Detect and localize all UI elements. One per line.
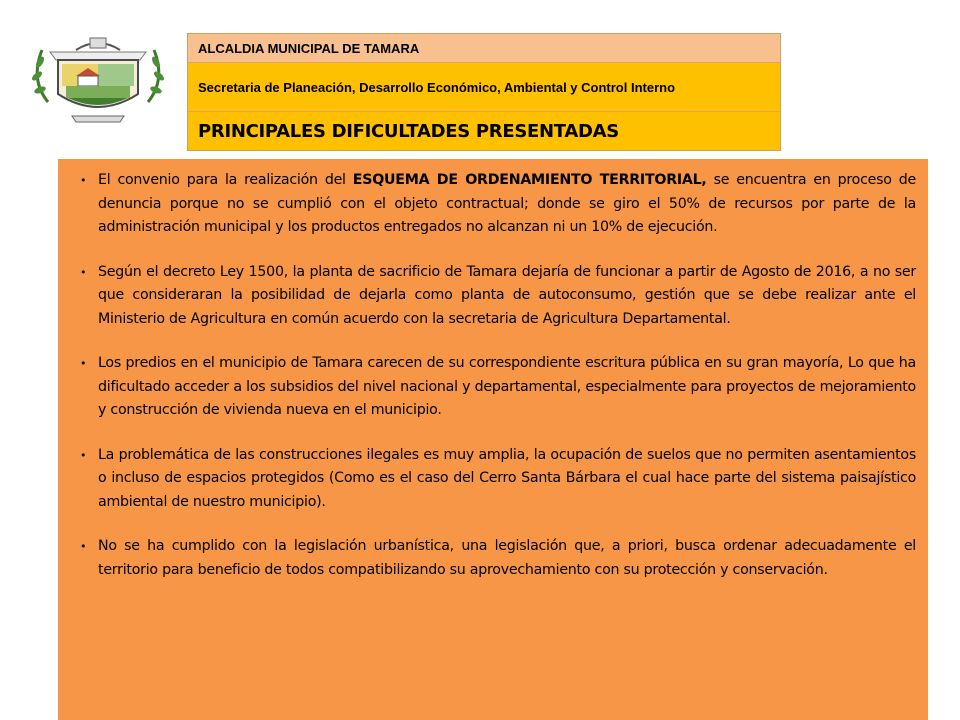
header-table (187, 33, 781, 151)
bullet-icon: • (80, 265, 87, 279)
bullet-icon: • (80, 357, 87, 370)
list-item (80, 535, 916, 582)
item-text-bold: ESQUEMA DE ORDENAMIENTO TERRITORIAL, (352, 172, 707, 188)
item-text-after: se encuentra en proceso de denuncia porque no se cumplió con el objeto contractual; donde se giro el 50% de recursos por parte de la administración municipal y los productos entregados no alcanzan ni un 10% de ejecución. (98, 172, 916, 235)
content-panel (58, 159, 928, 720)
item-text-before: El convenio para la realización del (98, 172, 353, 188)
municipal-coat-of-arms-icon (28, 32, 168, 127)
bullet-icon: • (80, 448, 87, 462)
list-item (80, 444, 916, 515)
bullet-icon: • (80, 540, 87, 553)
item-text: No se ha cumplido con la legislación urbanística, una legislación que, a priori, busca ordenar adecuadamente el territorio para beneficio de todos compatibilizando su aprovechamiento con su protección y conservación. (98, 538, 916, 578)
item-text: Los predios en el municipio de Tamara carecen de su correspondiente escritura pública en su gran mayoría, Lo que ha dificultado acceder a los subsidios del nivel nacional y departamental, especialmente para proyectos de mejoramiento y construcción de vivienda nueva en el municipio. (98, 355, 916, 418)
department-name: Secretaria de Planeación, Desarrollo Económico, Ambiental y Control Interno (188, 63, 780, 112)
list-item (80, 261, 916, 332)
list-item (80, 169, 916, 240)
item-text: Según el decreto Ley 1500, la planta de sacrificio de Tamara dejaría de funcionar a partir de Agosto de 2016, a no ser que consideraran la posibilidad de dejarla como planta de autoconsumo, gestión que se debe realizar ante el Ministerio de Agricultura en común acuerdo con la secretaria de Agricultura Departamental. (98, 263, 916, 327)
page-title: PRINCIPALES DIFICULTADES PRESENTADAS (188, 112, 780, 150)
org-name: ALCALDIA MUNICIPAL DE TAMARA (188, 34, 780, 63)
list-item (80, 352, 916, 423)
bullet-icon: • (80, 174, 87, 187)
item-text: La problemática de las construcciones ilegales es muy amplia, la ocupación de suelos que no permiten asentamientos o incluso de espacios protegidos (Como es el caso del Cerro Santa Bárbara el cual hace parte del sistema paisajístico ambiental de nuestro municipio). (98, 446, 916, 510)
